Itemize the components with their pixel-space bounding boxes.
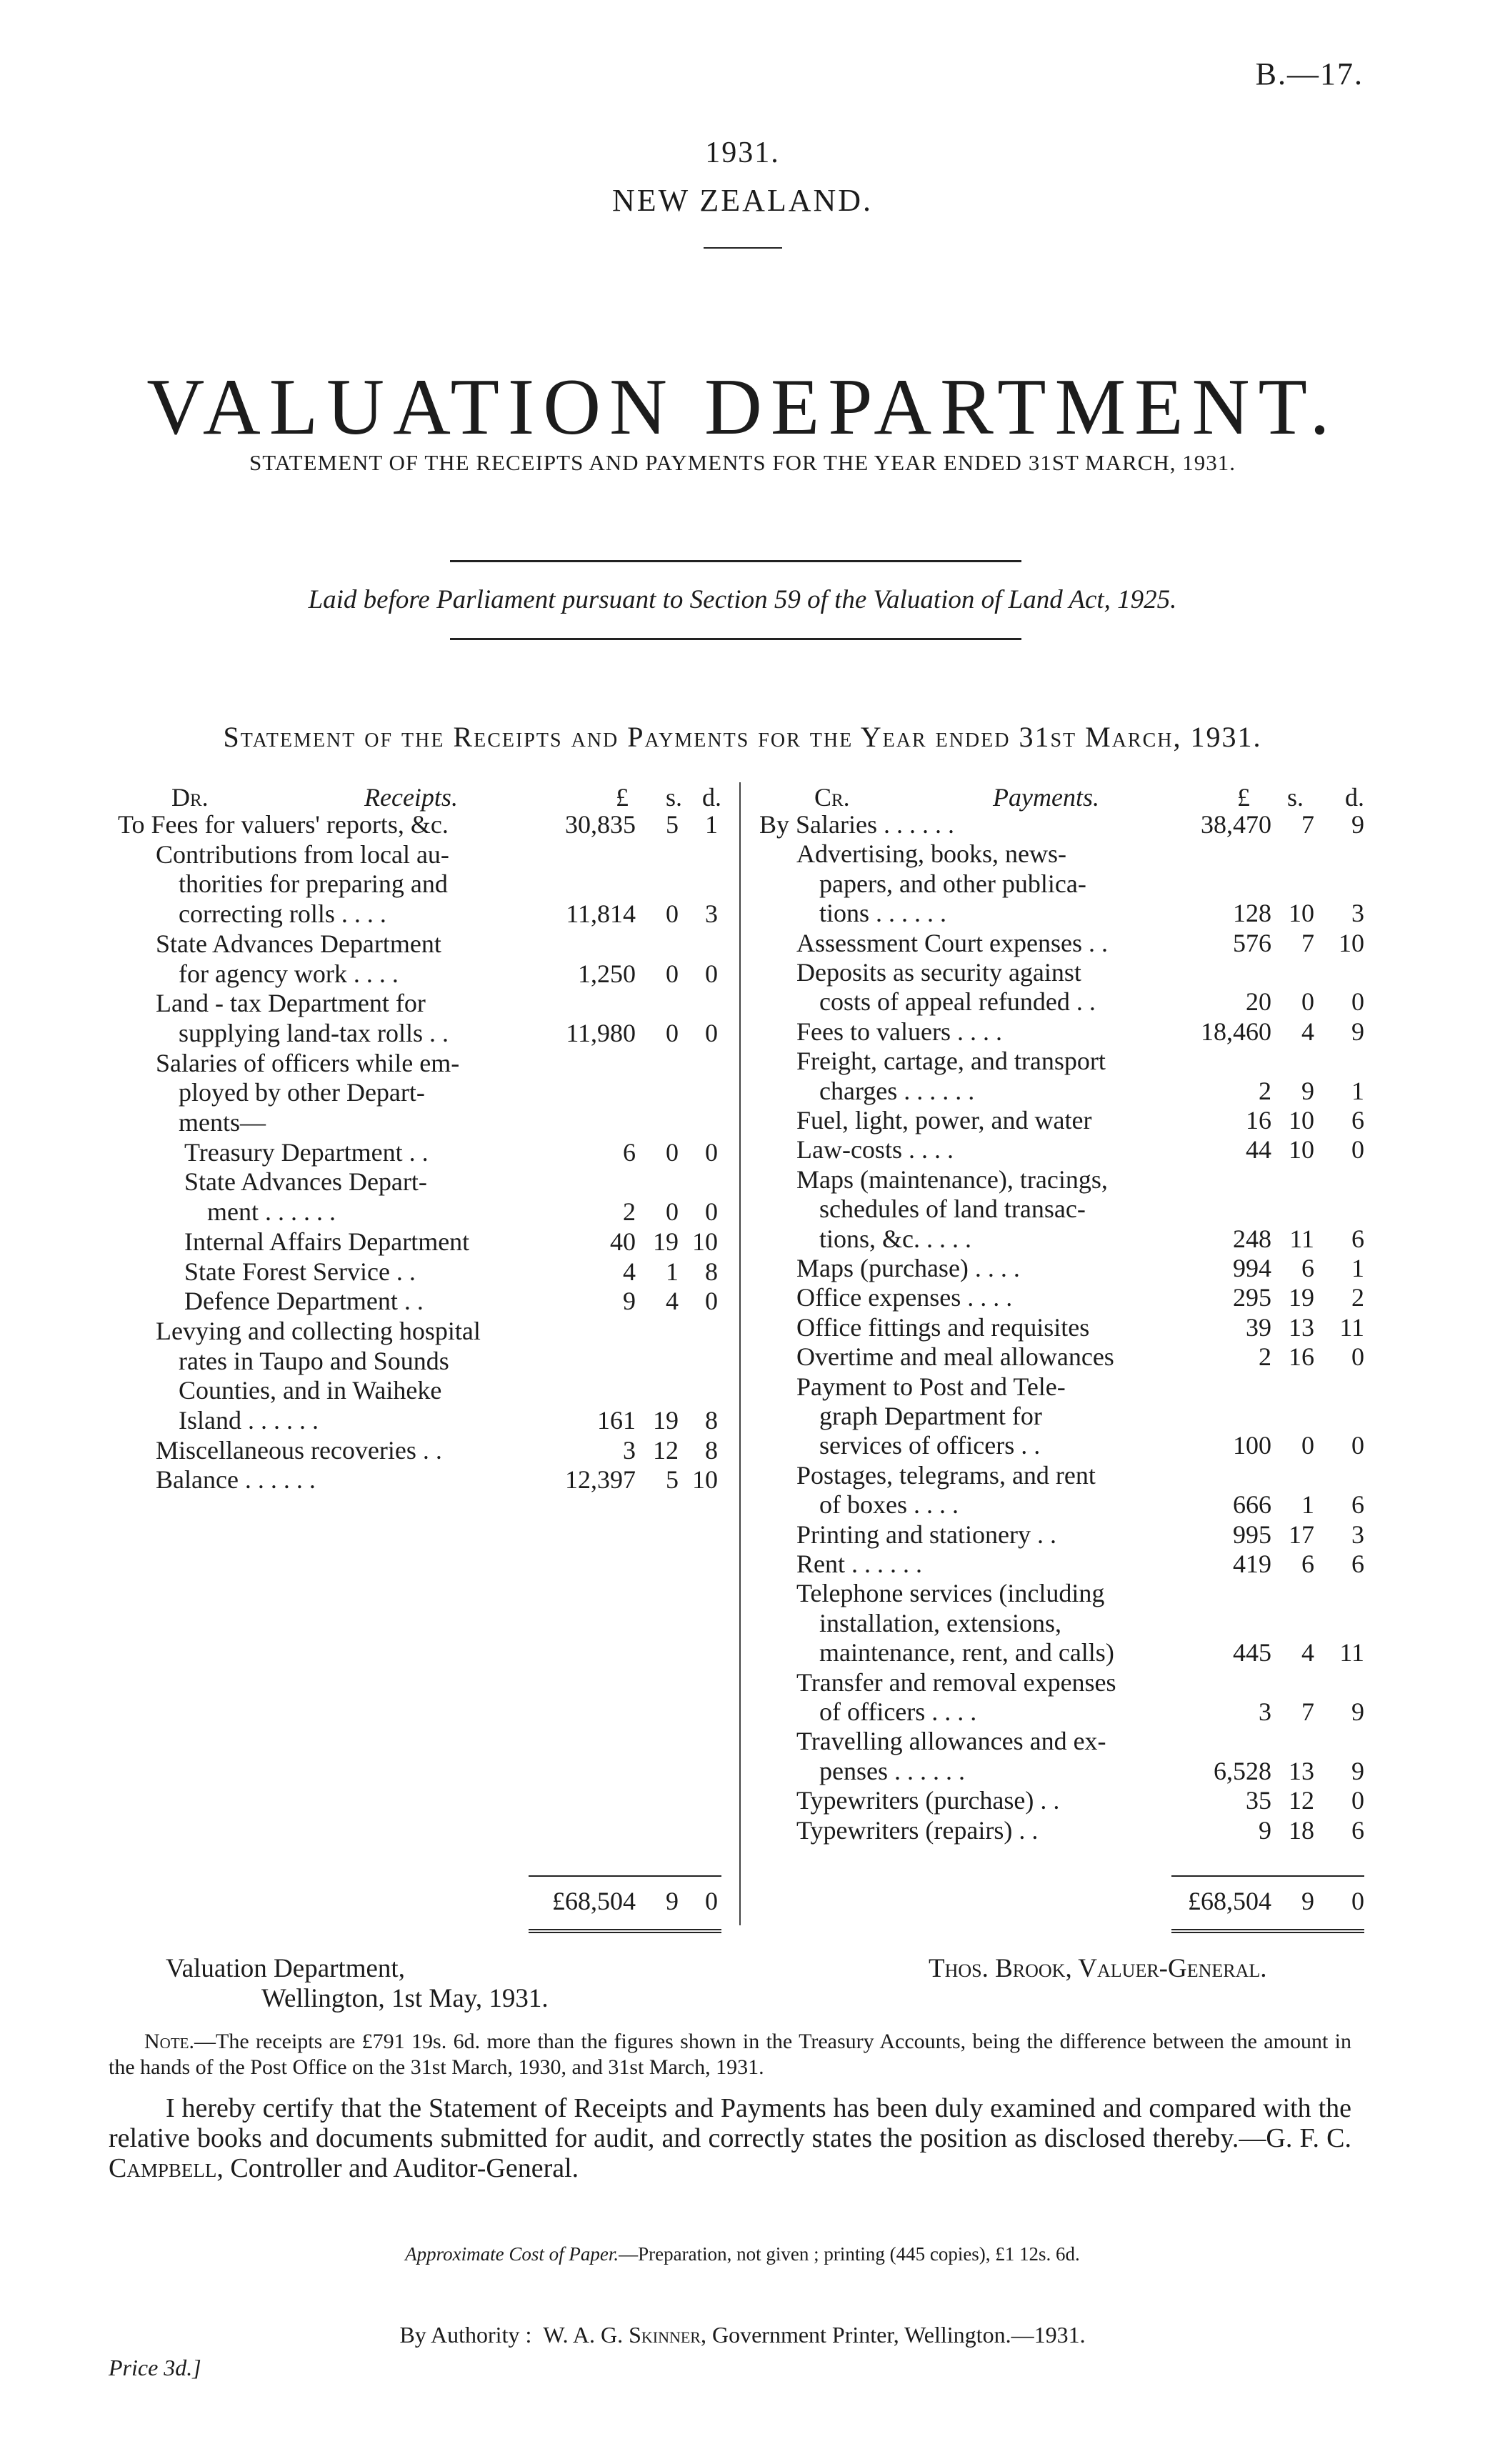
auditor-name: G. F. C. Campbell,: [109, 2123, 1351, 2183]
receipts-total-bottom-rule: [529, 1929, 721, 1933]
receipt-amount-pounds: 11,980: [566, 1018, 636, 1047]
payment-amount-pounds: 576: [1233, 928, 1271, 957]
receipt-amount-shillings: 0: [666, 1137, 679, 1167]
receipt-amount-pounds: 4: [623, 1257, 636, 1286]
payment-amount-pounds: 18,460: [1201, 1017, 1271, 1046]
payment-amount-pounds: 39: [1246, 1312, 1271, 1342]
payment-amount-shillings: 10: [1289, 899, 1314, 928]
payment-line-text: installation, extensions,: [819, 1608, 1061, 1637]
payment-amount-shillings: 0: [1301, 987, 1314, 1017]
payment-amount-shillings: 9: [1301, 1076, 1314, 1105]
payment-amount-pence: 0: [1351, 1786, 1364, 1815]
payment-amount-pence: 0: [1351, 1342, 1364, 1372]
page-title: VALUATION DEPARTMENT.: [146, 363, 1339, 452]
payment-line-text: Law-costs . . . .: [796, 1135, 954, 1164]
payment-line-text: Advertising, books, news-: [796, 839, 1066, 869]
receipts-pence-header: d.: [702, 783, 721, 812]
note-text: —The receipts are £791 19s. 6d. more than the figures shown in the Treasury Accounts, being the difference between the amount in the hands of the Post Office on the 31st March, 1930, and 31st March, 1931.: [109, 2030, 1351, 2079]
payment-line-text: Rent . . . . . .: [796, 1550, 922, 1578]
receipt-amount-pounds: 1,250: [578, 959, 636, 988]
imprint-prefix: By Authority :: [399, 2322, 532, 2348]
receipt-amount-pence: 0: [705, 1137, 718, 1167]
payment-line-text: Maps (purchase) . . . .: [796, 1254, 1020, 1282]
payment-amount-shillings: 18: [1289, 1815, 1314, 1845]
price-label: Price 3d.]: [109, 2355, 201, 2380]
payments-pence-header: d.: [1345, 783, 1364, 812]
payment-amount-pounds: 2: [1259, 1076, 1271, 1105]
payment-line-text: Fees to valuers . . . .: [796, 1017, 1002, 1046]
receipt-line-text: Treasury Department . .: [184, 1137, 429, 1167]
payments-pounds-header: £: [1237, 783, 1250, 812]
receipt-amount-pounds: 9: [623, 1287, 636, 1316]
payment-amount-pounds: 9: [1259, 1815, 1271, 1845]
signoff-office: Valuation Department,: [166, 1954, 405, 1983]
payment-amount-shillings: 4: [1301, 1017, 1314, 1046]
receipt-amount-pence: 8: [705, 1406, 718, 1435]
payment-line-text: services of officers . .: [819, 1431, 1041, 1460]
receipt-line-text: State Forest Service . .: [184, 1257, 416, 1286]
document-year: 1931.: [705, 136, 780, 169]
payment-amount-shillings: 12: [1289, 1786, 1314, 1815]
payment-amount-pounds: 994: [1233, 1254, 1271, 1282]
payment-line-text: Typewriters (purchase) . .: [796, 1786, 1060, 1815]
receipt-line-text: rates in Taupo and Sounds: [179, 1346, 449, 1375]
payment-line-text: By Salaries . . . . . .: [759, 810, 954, 839]
receipt-amount-shillings: 5: [666, 1465, 679, 1495]
receipt-amount-pence: 8: [705, 1257, 718, 1286]
receipt-line-text: State Advances Department: [156, 929, 441, 958]
payment-amount-shillings: 7: [1301, 810, 1314, 839]
receipts-total-shillings: 9: [666, 1887, 679, 1915]
receipts-total-pence: 0: [705, 1887, 718, 1915]
receipt-line-text: supplying land-tax rolls . .: [179, 1018, 449, 1047]
payment-line-text: Fuel, light, power, and water: [796, 1106, 1092, 1134]
payment-amount-shillings: 6: [1301, 1550, 1314, 1578]
payment-amount-shillings: 16: [1289, 1342, 1314, 1372]
payment-amount-shillings: 1: [1301, 1490, 1314, 1520]
receipt-line-text: ments—: [179, 1108, 266, 1137]
receipt-amount-pounds: 30,835: [565, 810, 636, 839]
payment-amount-shillings: 19: [1289, 1283, 1314, 1312]
payments-shillings-header: s.: [1286, 783, 1304, 812]
payment-line-text: Postages, telegrams, and rent: [796, 1460, 1096, 1490]
receipt-line-text: Internal Affairs Department: [184, 1227, 470, 1256]
imprint-line: [0, 2322, 1485, 2348]
dr-label: Dr.: [171, 783, 209, 812]
receipt-amount-pence: 3: [705, 899, 718, 929]
receipt-amount-pounds: 6: [623, 1137, 636, 1167]
receipt-line-text: Land - tax Department for: [156, 989, 426, 1018]
payment-amount-pounds: 35: [1246, 1786, 1271, 1815]
receipt-amount-pence: 0: [705, 1018, 718, 1047]
payment-amount-shillings: 0: [1301, 1431, 1314, 1460]
receipts-label: Receipts.: [364, 783, 458, 812]
receipt-amount-pence: 0: [705, 1197, 718, 1227]
receipt-line-text: for agency work . . . .: [179, 959, 399, 988]
payment-amount-shillings: 6: [1301, 1254, 1314, 1282]
payment-amount-pence: 0: [1351, 1135, 1364, 1164]
payment-amount-pence: 6: [1351, 1815, 1364, 1845]
payment-amount-pounds: 128: [1233, 899, 1271, 928]
signoff-place-date: Wellington, 1st May, 1931.: [261, 1984, 549, 2013]
payment-line-text: Transfer and removal expenses: [796, 1667, 1116, 1697]
receipt-amount-shillings: 1: [666, 1257, 679, 1286]
payment-line-text: Freight, cartage, and transport: [796, 1047, 1106, 1076]
payment-amount-pence: 2: [1351, 1283, 1364, 1312]
statement-heading: Statement of the Receipts and Payments for the Year ended 31st March, 1931.: [223, 721, 1262, 753]
laid-top-rule: [450, 560, 1021, 562]
payment-amount-shillings: 4: [1301, 1638, 1314, 1667]
payment-amount-pounds: 445: [1233, 1638, 1271, 1667]
payment-amount-pounds: 2: [1259, 1342, 1271, 1372]
payment-amount-pence: 0: [1351, 1431, 1364, 1460]
certification-paragraph: [109, 2093, 1351, 2183]
page-subtitle: STATEMENT OF THE RECEIPTS AND PAYMENTS FOR THE YEAR ENDED 31ST MARCH, 1931.: [249, 450, 1236, 475]
payment-amount-shillings: 10: [1289, 1135, 1314, 1164]
receipt-amount-pence: 0: [705, 959, 718, 988]
receipt-line-text: Balance . . . . . .: [156, 1465, 316, 1495]
payments-total-top-rule: [1171, 1875, 1364, 1877]
payments-total-pence: 0: [1351, 1887, 1364, 1915]
payments-total-shillings: 9: [1301, 1887, 1314, 1915]
receipt-amount-shillings: 12: [653, 1435, 679, 1465]
receipt-line-text: Levying and collecting hospital: [156, 1316, 481, 1345]
payment-amount-pounds: 20: [1246, 987, 1271, 1017]
payment-amount-pence: 0: [1351, 987, 1364, 1017]
country-name: NEW ZEALAND.: [611, 183, 874, 218]
receipt-line-text: thorities for preparing and: [179, 869, 448, 899]
payment-amount-pence: 10: [1339, 928, 1364, 957]
payment-amount-pounds: 100: [1233, 1431, 1271, 1460]
receipt-amount-shillings: 0: [666, 1018, 679, 1047]
receipt-amount-pounds: 3: [623, 1435, 636, 1465]
payment-amount-shillings: 17: [1289, 1520, 1314, 1549]
receipt-amount-pence: 10: [692, 1227, 718, 1256]
payment-amount-pence: 9: [1351, 1017, 1364, 1046]
receipt-line-text: State Advances Depart-: [184, 1167, 427, 1197]
cost-text: —Preparation, not given ; printing (445 copies), £1 12s. 6d.: [619, 2243, 1080, 2265]
payment-amount-shillings: 10: [1289, 1106, 1314, 1134]
receipts-shillings-header: s.: [665, 783, 682, 812]
note-label: Note.: [144, 2030, 194, 2053]
receipt-amount-pence: 1: [705, 810, 718, 839]
payments-total-pounds: £68,504: [1188, 1887, 1271, 1915]
payment-line-text: Telephone services (including: [796, 1579, 1105, 1608]
payments-total-bottom-rule: [1171, 1929, 1364, 1933]
receipts-total-top-rule: [529, 1875, 721, 1877]
payment-line-text: costs of appeal refunded . .: [819, 987, 1096, 1017]
payment-amount-pence: 9: [1351, 810, 1364, 839]
receipt-amount-pounds: 12,397: [565, 1465, 636, 1495]
header-divider: [704, 247, 782, 249]
receipt-line-text: Salaries of officers while em-: [156, 1048, 460, 1077]
payment-amount-pounds: 666: [1233, 1490, 1271, 1520]
payments-label: Payments.: [993, 783, 1099, 812]
payment-line-text: Maps (maintenance), tracings,: [796, 1164, 1108, 1194]
payment-amount-pence: 6: [1351, 1490, 1364, 1520]
payment-line-text: tions . . . . . .: [819, 899, 947, 928]
receipt-amount-shillings: 19: [653, 1227, 679, 1256]
payment-amount-pounds: 6,528: [1214, 1756, 1271, 1785]
cr-label: Cr.: [814, 783, 850, 812]
receipt-line-text: ployed by other Depart-: [179, 1078, 425, 1107]
payment-amount-pounds: 38,470: [1201, 810, 1271, 839]
payment-amount-pence: 3: [1351, 899, 1364, 928]
payment-amount-pence: 1: [1351, 1076, 1364, 1105]
document-reference: B.—17.: [1255, 56, 1364, 91]
payment-line-text: Payment to Post and Tele-: [796, 1372, 1066, 1401]
payment-line-text: Deposits as security against: [796, 958, 1081, 987]
payment-line-text: Overtime and meal allowances: [796, 1342, 1114, 1372]
note-paragraph: [109, 2029, 1351, 2080]
payment-amount-pence: 6: [1351, 1106, 1364, 1134]
receipt-amount-shillings: 4: [666, 1287, 679, 1316]
receipt-amount-shillings: 5: [666, 810, 679, 839]
receipts-pounds-header: £: [616, 783, 629, 812]
payment-line-text: schedules of land transac-: [819, 1194, 1086, 1224]
payment-amount-pounds: 3: [1259, 1697, 1271, 1726]
payment-amount-pence: 1: [1351, 1254, 1364, 1282]
payment-line-text: charges . . . . . .: [819, 1076, 975, 1105]
payment-amount-pounds: 248: [1233, 1224, 1271, 1253]
auditor-title: Controller and Auditor-General.: [230, 2153, 579, 2183]
payment-amount-pence: 11: [1339, 1638, 1364, 1667]
payment-line-text: graph Department for: [819, 1402, 1042, 1430]
receipt-line-text: ment . . . . . .: [207, 1197, 336, 1227]
receipt-amount-shillings: 0: [666, 899, 679, 929]
receipt-amount-shillings: 0: [666, 1197, 679, 1227]
payment-amount-pence: 6: [1351, 1224, 1364, 1253]
receipt-line-text: Defence Department . .: [184, 1287, 424, 1316]
payment-amount-pounds: 16: [1246, 1106, 1271, 1134]
payment-amount-shillings: 13: [1289, 1756, 1314, 1785]
payment-amount-shillings: 11: [1289, 1224, 1314, 1253]
payment-line-text: Office fittings and requisites: [796, 1312, 1090, 1342]
receipt-line-text: To Fees for valuers' reports, &c.: [118, 810, 449, 839]
imprint-printer: W. A. G. Skinner,: [543, 2322, 706, 2348]
payment-amount-pence: 6: [1351, 1550, 1364, 1578]
receipt-amount-pounds: 2: [623, 1197, 636, 1227]
receipt-amount-pence: 0: [705, 1287, 718, 1316]
payment-amount-pounds: 995: [1233, 1520, 1271, 1549]
column-divider: [739, 782, 741, 1925]
payment-line-text: maintenance, rent, and calls): [819, 1638, 1114, 1667]
receipt-amount-shillings: 0: [666, 959, 679, 988]
payment-line-text: Travelling allowances and ex-: [796, 1727, 1106, 1756]
receipts-total-pounds: £68,504: [552, 1887, 636, 1915]
payment-line-text: penses . . . . . .: [819, 1756, 965, 1785]
certification-text: I hereby certify that the Statement of Receipts and Payments has been duly examined and compared with the relative books and documents submitted for audit, and correctly states the position as disclosed thereby.—: [109, 2093, 1351, 2153]
receipt-amount-pounds: 161: [597, 1406, 636, 1435]
payment-line-text: of officers . . . .: [819, 1697, 977, 1726]
receipt-line-text: Contributions from local au-: [156, 839, 449, 869]
payment-line-text: Typewriters (repairs) . .: [796, 1815, 1039, 1845]
receipt-amount-shillings: 19: [653, 1406, 679, 1435]
payment-line-text: Office expenses . . . .: [796, 1283, 1013, 1312]
receipt-amount-pounds: 40: [610, 1227, 636, 1256]
laid-bottom-rule: [450, 638, 1021, 640]
payment-amount-pounds: 295: [1233, 1283, 1271, 1312]
payment-line-text: Assessment Court expenses . .: [796, 928, 1108, 957]
payment-amount-shillings: 7: [1301, 1697, 1314, 1726]
payment-amount-pounds: 44: [1246, 1135, 1271, 1164]
receipt-line-text: Island . . . . . .: [179, 1406, 319, 1435]
payment-line-text: of boxes . . . .: [819, 1490, 959, 1520]
cost-label: Approximate Cost of Paper.: [405, 2243, 619, 2265]
signoff-signatory: Thos. Brook, Valuer-General.: [929, 1954, 1267, 1983]
payment-line-text: Printing and stationery . .: [796, 1520, 1056, 1549]
payment-line-text: tions, &c. . . . .: [819, 1224, 971, 1253]
receipt-amount-pounds: 11,814: [566, 899, 636, 929]
cost-line: [0, 2243, 1485, 2265]
receipt-line-text: Miscellaneous recoveries . .: [156, 1435, 442, 1465]
payment-amount-pounds: 419: [1233, 1550, 1271, 1578]
payment-amount-pence: 9: [1351, 1756, 1364, 1785]
payment-amount-pence: 9: [1351, 1697, 1364, 1726]
receipt-line-text: Counties, and in Waiheke: [179, 1376, 442, 1405]
laid-before-text: Laid before Parliament pursuant to Section 59 of the Valuation of Land Act, 1925.: [308, 585, 1177, 614]
payment-amount-pence: 3: [1351, 1520, 1364, 1549]
payment-amount-shillings: 13: [1289, 1312, 1314, 1342]
receipt-amount-pence: 8: [705, 1435, 718, 1465]
imprint-rest: Government Printer, Wellington.—1931.: [711, 2322, 1086, 2348]
payment-amount-shillings: 7: [1301, 928, 1314, 957]
receipt-amount-pence: 10: [692, 1465, 718, 1495]
payment-amount-pence: 11: [1339, 1312, 1364, 1342]
receipt-line-text: correcting rolls . . . .: [179, 899, 386, 929]
payment-line-text: papers, and other publica-: [819, 869, 1086, 898]
